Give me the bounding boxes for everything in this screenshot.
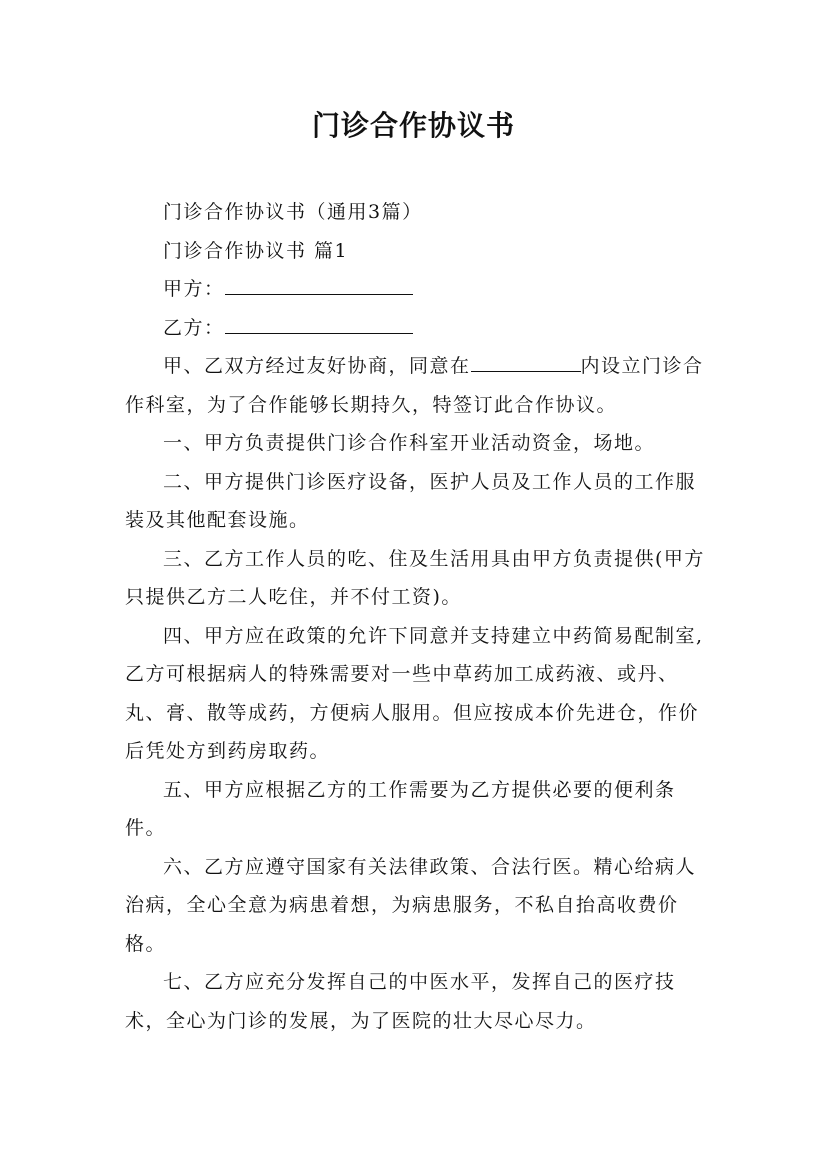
section-heading: 门诊合作协议书 篇1 [163,239,349,262]
location-blank-line [471,351,581,372]
party-a-label: 甲方： [163,278,225,300]
party-b-blank-line [225,313,413,334]
intro-text-after-blank: 内设立门诊合作科室，为了合作能够长期持久，特签订此合作协议。 [125,355,704,416]
clause-4: 四、甲方应在政策的允许下同意并支持建立中药简易配制室,乙方可根据病人的特殊需要对一些中草药加工成药液、或丹、丸、膏、散等成药，方便病人服用。但应按成本价先进仓，作价后凭处方到药房取药。 [125,624,704,762]
document-subtitle: 门诊合作协议书（通用3篇） [163,201,423,223]
intro-paragraph [125,347,715,424]
clause-1: 一、甲方负责提供门诊合作科室开业活动资金，场地。 [163,432,656,454]
party-b-line [125,309,715,348]
document-title: 门诊合作协议书 [311,109,515,142]
clause-6: 六、乙方应遵守国家有关法律政策、合法行医。精心给病人治病，全心全意为病患着想，为病患服务，不私自抬高收费价格。 [125,855,697,955]
clause-5: 五、甲方应根据乙方的工作需要为乙方提供必要的便利条件。 [125,778,676,839]
intro-text-before-blank: 甲、乙双方经过友好协商，同意在 [163,355,471,377]
party-a-blank-line [225,274,413,295]
clause-7: 七、乙方应充分发挥自己的中医水平，发挥自己的医疗技术，全心为门诊的发展，为了医院的壮大尽心尽力。 [125,971,676,1032]
party-b-label: 乙方： [163,316,225,339]
party-a-line [125,270,715,309]
clause-2: 二、甲方提供门诊医疗设备，医护人员及工作人员的工作服装及其他配套设施。 [125,470,697,531]
document-body [125,193,715,1040]
clause-3: 三、乙方工作人员的吃、住及生活用具由甲方负责提供(甲方只提供乙方二人吃住，并不付工资)。 [125,547,705,608]
